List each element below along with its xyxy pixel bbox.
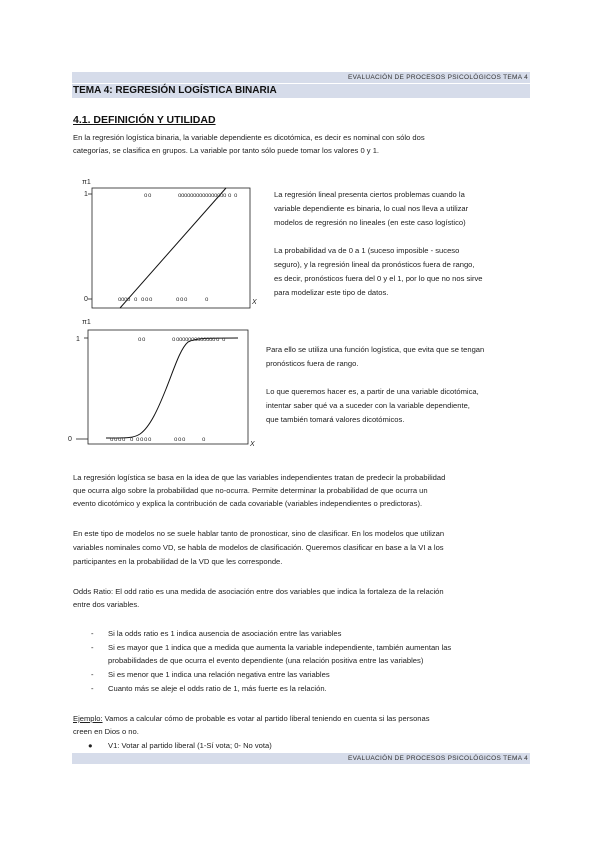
probability-line-2: seguro), y la regresión lineal da pronósticos fuera de rango, [274,260,475,269]
graph1-ylabel: π1 [82,179,91,186]
logistic-regression-graph [68,314,263,449]
para1-line-1: La regresión logística se basa en la idea de que las variables independientes tratan de predecir la probabilidad [73,473,446,482]
graph1-point: o [149,297,153,303]
graph2-point: o [200,337,204,343]
page-footer: EVALUACIÓN DE PROCESOS PSICOLÓGICOS TEMA 4 [72,753,530,764]
graph2-point: o [138,337,142,343]
odds-ratio-line-2: entre dos variables. [73,600,140,609]
graph2-point: o [191,337,195,343]
graph2-point: o [194,337,198,343]
graph2-point: o [130,437,134,443]
probability-line-4: para modelizar este tipo de datos. [274,288,389,297]
graph2-point: o [176,337,180,343]
graph1-point: o [211,193,215,199]
graph1-point: o [118,297,122,303]
graph1-point: o [124,297,128,303]
graph2-point: o [148,437,152,443]
para1-line-2: que ocurra algo sobre la probabilidad que no-ocurra. Permite determinar la probabilidad de que ocurra un [73,486,428,495]
graph1-point: o [121,297,125,303]
graph2-point: o [136,437,140,443]
graph1-ytick-0: 0 [84,296,88,303]
graph2-point: o [140,437,144,443]
graph2-point: o [188,337,192,343]
graph2-point: o [182,337,186,343]
graph1-point: o [144,193,148,199]
graph2-point: o [174,437,178,443]
para1-line-3: evento dicotómico y explica la contribución de cada covariable (variables independientes o predictoras). [73,499,423,508]
graph2-point: o [209,337,213,343]
page-header: EVALUACIÓN DE PROCESOS PSICOLÓGICOS TEMA 4 [72,72,530,83]
example-text: Vamos a calcular cómo de probable es votar al partido liberal teniendo en cuenta si las personas [102,714,430,723]
graph1-point: o [220,193,224,199]
page-title: TEMA 4: REGRESIÓN LOGÍSTICA BINARIA [73,85,277,96]
graph2-point: o [203,337,207,343]
logistic-function-line-2: pronósticos fuera de rango. [266,359,359,368]
bullet-item-continued: probabilidades de que ocurra el evento dependiente (una relación positiva entre las variables) [108,656,424,665]
probability-line-1: La probabilidad va de 0 a 1 (suceso imposible - suceso [274,246,460,255]
bullet-item: Si es mayor que 1 indica que a medida que aumenta la variable independiente, también aumentan las [108,643,452,652]
graph2-point: o [118,437,122,443]
graph1-point: o [199,193,203,199]
graph1-point: o [184,297,188,303]
graph2-point: o [114,437,118,443]
graph1-point: o [208,193,212,199]
example-line-2: creen en Dios o no. [73,727,139,736]
graph2-point: o [197,337,201,343]
intro-line-2: categorías, se clasifica en grupos. La variable por tanto sólo puede tomar los valores 0 y 1. [73,146,380,155]
graph1-point: o [223,193,227,199]
graph1-point: o [181,193,185,199]
graph1-point: o [178,193,182,199]
section-heading: 4.1. DEFINICIÓN Y UTILIDAD [73,114,216,126]
graph1-point: o [134,297,138,303]
graph2-point: o [144,437,148,443]
graph1-ytick-1: 1 [84,191,88,198]
graph2-point: o [216,337,220,343]
graph1-point: o [205,297,209,303]
graph1-point: o [202,193,206,199]
graph1-point: o [190,193,194,199]
goal-line-3: que también tomará valores dicotómicos. [266,415,405,424]
bullet-item: Cuanto más se aleje el odds ratio de 1, más fuerte es la relación. [108,684,327,693]
graph2-logistic-curve [106,338,238,438]
graph2-point: o [178,437,182,443]
graph2-point: o [185,337,189,343]
graph1-point: o [196,193,200,199]
graph1-point: o [127,297,131,303]
graph2-point: o [110,437,114,443]
graph1-point: o [180,297,184,303]
graph2-frame [88,330,248,444]
graph1-point: o [214,193,218,199]
linear-regression-graph [78,174,263,310]
graph2-ylabel: π1 [82,319,91,326]
example-item-marker: ● [88,741,93,750]
graph2-ytick-1: 1 [76,336,80,343]
linear-problem-line-1: La regresión lineal presenta ciertos problemas cuando la [274,190,465,199]
graph1-point: o [141,297,145,303]
example-line-1 [73,713,430,725]
graph1-frame [92,188,250,308]
graph2-point: o [206,337,210,343]
graph2-point: o [172,337,176,343]
graph1-point: o [217,193,221,199]
goal-line-2: intentar saber qué va a suceder con la variable dependiente, [266,401,470,410]
intro-line-1: En la regresión logística binaria, la variable dependiente es dicotómica, es decir es nominal con sólo dos [73,133,425,142]
para2-line-2: variables nominales como VD, se habla de modelos de clasificación. Queremos clasificar en base a la VI a los [73,543,444,552]
graph1-point: o [205,193,209,199]
graph2-point: o [142,337,146,343]
graph1-point: o [228,193,232,199]
bullet-marker: - [91,670,94,679]
graph1-point: o [176,297,180,303]
graph1-regression-line [120,188,226,308]
bullet-marker: - [91,629,94,638]
graph1-point: o [193,193,197,199]
graph2-point: o [182,437,186,443]
odds-ratio-line-1: Odds Ratio: El odd ratio es una medida de asociación entre dos variables que indica la fortaleza de la relación [73,587,444,596]
goal-line-1: Lo que queremos hacer es, a partir de una variable dicotómica, [266,387,479,396]
logistic-function-line-1: Para ello se utiliza una función logística, que evita que se tengan [266,345,485,354]
graph1-xlabel: X [252,299,257,306]
bullet-item: Si es menor que 1 indica una relación negativa entre las variables [108,670,330,679]
bullet-item: Si la odds ratio es 1 indica ausencia de asociación entre las variables [108,629,342,638]
graph1-point: o [148,193,152,199]
graph2-point: o [212,337,216,343]
example-item: V1: Votar al partido liberal (1-Sí vota; 0- No vota) [108,741,272,750]
graph1-point: o [184,193,188,199]
bullet-marker: - [91,684,94,693]
graph2-point: o [122,437,126,443]
graph2-ytick-0: 0 [68,436,72,443]
example-label: Ejemplo: [73,714,103,723]
graph1-point: o [187,193,191,199]
graph2-point: o [202,437,206,443]
bullet-marker: - [91,643,94,652]
graph2-xlabel: X [250,441,255,448]
linear-problem-line-2: variable dependiente es binaria, lo cual nos lleva a utilizar [274,204,469,213]
para2-line-1: En este tipo de modelos no se suele hablar tanto de pronosticar, sino de clasificar. En los modelos que utilizan [73,529,445,538]
graph2-point: o [222,337,226,343]
graph1-point: o [234,193,238,199]
linear-problem-line-3: modelos de regresión no lineales (en este caso logístico) [274,218,466,227]
graph1-point: o [145,297,149,303]
para2-line-3: participantes en la probabilidad de la VD que les corresponde. [73,557,283,566]
probability-line-3: es decir, pronósticos fuera del 0 y el 1, por lo que no nos sirve [274,274,483,283]
graph2-point: o [179,337,183,343]
